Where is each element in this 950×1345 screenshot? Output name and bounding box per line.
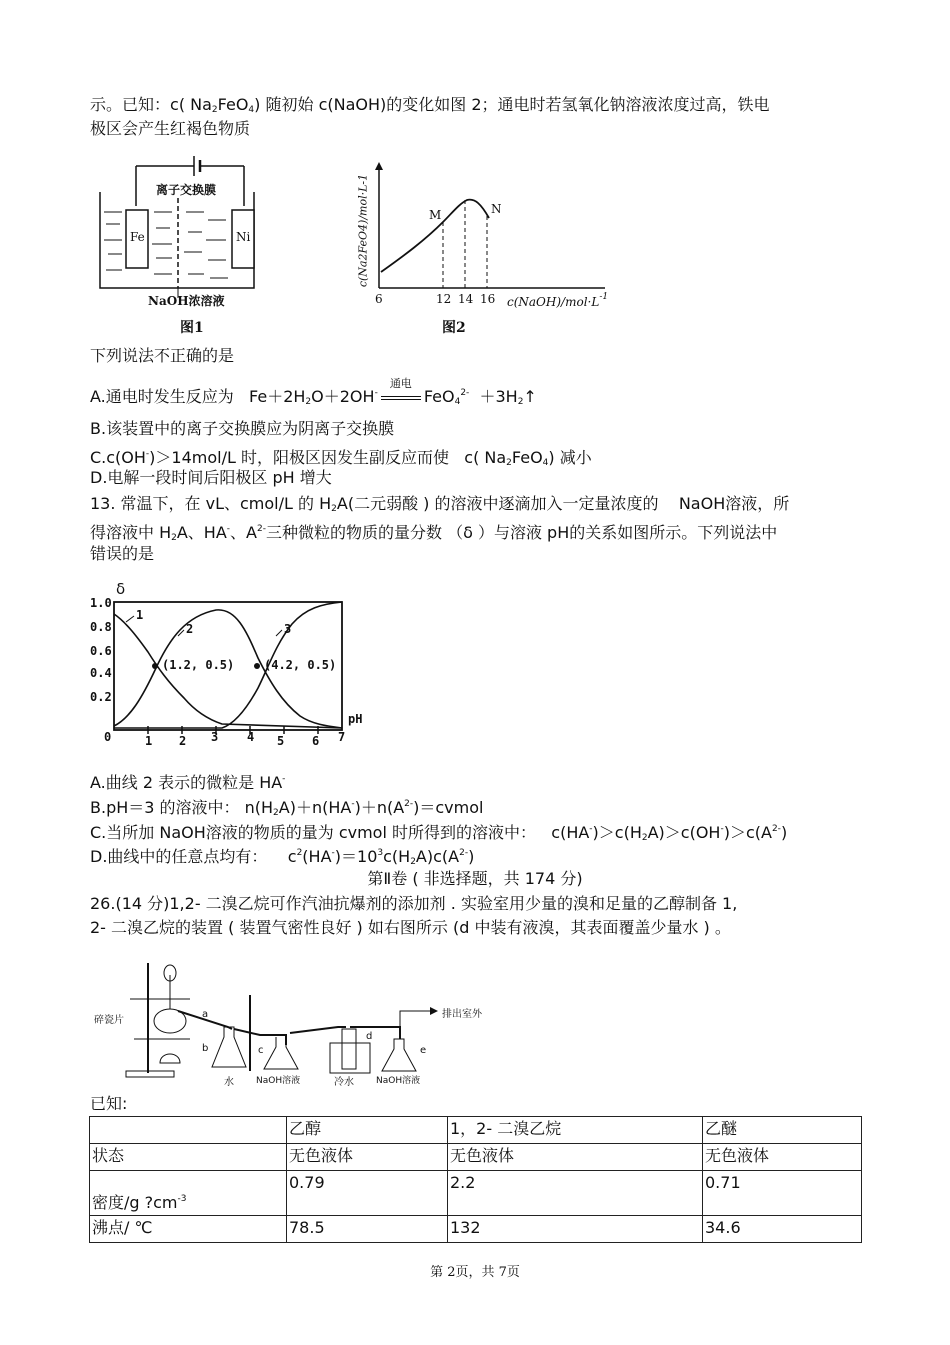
cold-water-label: 冷水 xyxy=(334,1077,354,1088)
tick-16: 16 xyxy=(480,292,496,306)
q12-option-a: A.通电时发生反应为 $Fe+2H_2O+2OH^-$ 通电 $FeO_4^{2-} +3H_2↑$ xyxy=(90,377,537,407)
q12-option-d: D.电解一段时间后阳极区 pH 增大 xyxy=(90,468,332,487)
broken-porcelain-label: 碎瓷片 xyxy=(94,1015,124,1026)
q13-option-b: B.pH＝3 的溶液中： $n(H_2A)+n(HA^-)+n(A^{2-})=cvmol$ xyxy=(90,798,484,818)
y-tick-0.2: 0.2 xyxy=(90,690,112,704)
x-tick-5: 5 xyxy=(277,734,285,748)
tick-14: 14 xyxy=(458,292,474,306)
apparatus-figure xyxy=(90,955,530,1087)
x-axis-label: pH xyxy=(348,712,363,726)
figure-3 xyxy=(86,578,376,750)
tick-12: 12 xyxy=(436,292,452,306)
table-cell: 2.2 xyxy=(448,1171,703,1216)
q13-option-a: A.曲线 2 表示的微粒是 HA- xyxy=(90,773,286,792)
table-cell: 无色液体 xyxy=(448,1144,703,1171)
point-m: M xyxy=(429,208,442,222)
label-d: d xyxy=(366,1031,373,1042)
table-header-row xyxy=(90,1117,862,1144)
fe-label: Fe xyxy=(130,230,145,244)
y-tick-0.4: 0.4 xyxy=(90,666,112,680)
q13-option-c: C.当所加 NaOH溶液的物质的量为 cvmol 时所得到的溶液中： $c(HA^-)>c(H_2A)>c(OH^-)>c(A^{2-})$ xyxy=(90,823,788,843)
vent-label: 排出室外 xyxy=(442,1009,482,1020)
naoh-label-2: NaOH溶液 xyxy=(376,1076,421,1086)
q26-line-2: 2- 二溴乙烷的装置 ( 装置气密性良好 ) 如右图所示 (d 中装有液溴，其表面覆盖少量水 ) 。 xyxy=(90,918,731,937)
tick-6: 6 xyxy=(375,292,383,306)
label-a: a xyxy=(202,1009,209,1020)
x-tick-4: 4 xyxy=(247,730,255,744)
curve-label-2: 2 xyxy=(186,622,194,636)
q13-line-3: 错误的是 xyxy=(90,544,155,563)
label-c: c xyxy=(258,1045,264,1056)
table-cell: 无色液体 xyxy=(287,1144,448,1171)
intersection-point-2 xyxy=(254,663,260,669)
point-n: N xyxy=(491,202,502,216)
properties-table xyxy=(89,1116,862,1243)
y-tick-1.0: 1.0 xyxy=(90,596,112,610)
fig2-y-label: c(Na2FeO4)/mol·L-1 xyxy=(356,173,370,288)
figure-2-plot xyxy=(355,160,615,310)
table-row xyxy=(90,1144,862,1171)
known-label: 已知: xyxy=(90,1094,128,1113)
table-cell: 0.71 xyxy=(703,1171,862,1216)
intro-line-1: 示。已知：c( $Na_2FeO_4$) 随初始 c(NaOH)的变化如图 2；通电时若氢氧化钠溶液浓度过高，铁电 xyxy=(90,95,770,115)
y-tick-0.6: 0.6 xyxy=(90,644,112,658)
q13-line-2: 得溶液中 $H_2A$、HA-、$A^{2-}$三种微粒的物质的量分数 （δ ）与溶液 pH的关系如图所示。下列说法中 xyxy=(90,523,778,543)
q13-line-1: 13. 常温下，在 vL、cmol/L 的 $H_2A$(二元弱酸 ) 的溶液中逐滴加入一定量浓度的 NaOH溶液，所 xyxy=(90,494,790,514)
x-tick-6: 6 xyxy=(312,734,320,748)
water-label: 水 xyxy=(224,1077,234,1088)
table-header-cell xyxy=(90,1117,287,1144)
table-cell: 34.6 xyxy=(703,1216,862,1243)
table-cell: 0.79 xyxy=(287,1171,448,1216)
fig2-x-label: $c(NaOH)/mol\cdot L^{-1}$ xyxy=(507,292,609,309)
figure-2-caption: 图2 xyxy=(442,320,466,336)
page-footer: 第 2页，共 7页 xyxy=(430,1265,520,1280)
figure-1 xyxy=(96,148,256,338)
q12-option-b: B.该装置中的离子交换膜应为阴离子交换膜 xyxy=(90,419,395,438)
apparatus-diagram xyxy=(90,955,530,1087)
table-header-cell: 乙醇 xyxy=(287,1117,448,1144)
table-header-cell: 1，2- 二溴乙烷 xyxy=(448,1117,703,1144)
table-cell: 密度/g $?cm^{-3}$ xyxy=(90,1171,287,1216)
label-b: b xyxy=(202,1043,209,1054)
q26-line-1: 26.(14 分)1,2- 二溴乙烷可作汽油抗爆剂的添加剂 . 实验室用少量的溴和足量的乙醇制备 1, xyxy=(90,894,738,913)
ni-label: Ni xyxy=(236,230,251,244)
table-cell: 沸点/ ℃ xyxy=(90,1216,287,1243)
section-2-title: 第Ⅱ卷 ( 非选择题，共 174 分) xyxy=(367,869,583,888)
point-label-1: (1.2, 0.5) xyxy=(162,658,235,672)
q12-option-c: C.c(OH-)＞14mol/L 时，阳极区因发生副反应而使 c( $Na_2FeO_4$) 减小 xyxy=(90,448,592,468)
membrane-label: 离子交换膜 xyxy=(156,183,217,197)
table-header-cell: 乙醚 xyxy=(703,1117,862,1144)
q12-stem: 下列说法不正确的是 xyxy=(90,346,235,365)
naoh-label-1: NaOH溶液 xyxy=(256,1076,301,1086)
q13-option-d: D.曲线中的任意点均有： $c^2(HA^-)=10^3c(H_2A)c(A^{2-})$ xyxy=(90,847,475,867)
figure-1-caption: 图1 xyxy=(180,320,204,336)
figure-2 xyxy=(355,160,615,310)
table-cell: 状态 xyxy=(90,1144,287,1171)
table-cell: 无色液体 xyxy=(703,1144,862,1171)
table-row xyxy=(90,1171,862,1216)
label-e: e xyxy=(420,1045,427,1056)
electrolysis-cell-diagram xyxy=(96,148,256,338)
table-row xyxy=(90,1216,862,1243)
x-tick-1: 1 xyxy=(145,734,153,748)
x-tick-2: 2 xyxy=(179,734,187,748)
curve-label-1: 1 xyxy=(136,608,144,622)
y-tick-0.8: 0.8 xyxy=(90,620,112,634)
table-cell: 132 xyxy=(448,1216,703,1243)
intro-line-2: 极区会产生红褐色物质 xyxy=(90,119,251,138)
curve-label-3: 3 xyxy=(284,622,292,636)
x-tick-0: 0 xyxy=(104,730,112,744)
point-label-2: (4.2, 0.5) xyxy=(264,658,337,672)
table-cell: 78.5 xyxy=(287,1216,448,1243)
x-tick-3: 3 xyxy=(211,730,219,744)
delta-symbol: δ xyxy=(116,580,126,598)
solution-label: NaOH浓溶液 xyxy=(148,294,225,308)
intersection-point-1 xyxy=(152,663,158,669)
x-tick-7: 7 xyxy=(338,730,346,744)
